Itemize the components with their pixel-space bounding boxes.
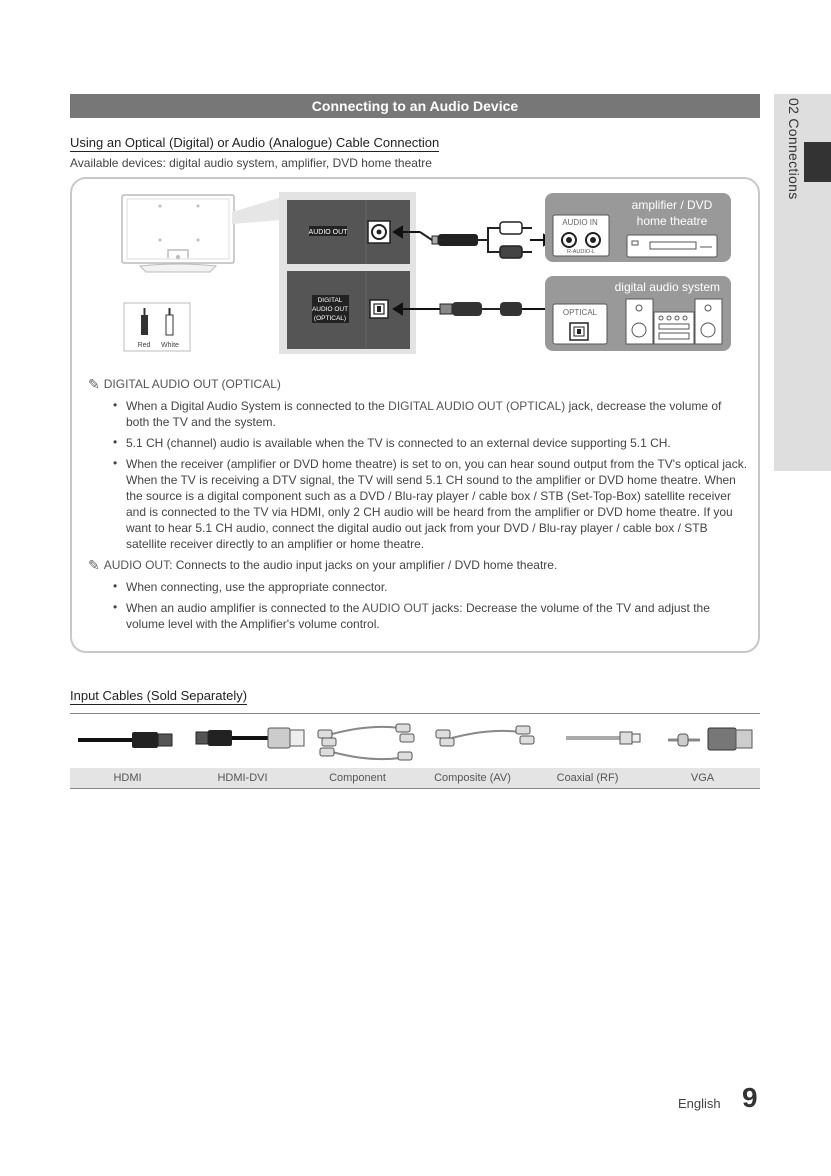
optical-notes-list (113, 398, 748, 552)
plug-red-label: Red (137, 342, 151, 349)
rca-plug-legend (124, 303, 190, 351)
cable-labels (70, 768, 760, 789)
connection-diagram (0, 0, 831, 380)
cable-label-hdmi: HDMI (113, 772, 142, 784)
pencil-icon: ✎ (88, 557, 100, 573)
amp-audio-in-label: AUDIO IN (562, 218, 598, 227)
amp-rl-label: R-AUDIO-L (566, 249, 596, 255)
input-cables-title: Input Cables (Sold Separately) (70, 688, 248, 703)
coaxial-cable-icon (566, 732, 640, 744)
plug-white-label: White (161, 342, 179, 349)
page-number: 9 (742, 1082, 758, 1113)
hdmi-cable-icon (78, 732, 172, 748)
cable-label-vga: VGA (690, 772, 715, 784)
list-item: • 5.1 CH (channel) audio is available when the TV is connected to an external device supporting 5.1 CH. (113, 435, 748, 451)
digital-out-label-3: (OPTICAL) (313, 315, 347, 322)
digital-out-label-2: AUDIO OUT (311, 306, 349, 313)
amp-title-1: amplifier / DVD (631, 198, 713, 212)
optical-heading-text: DIGITAL AUDIO OUT (OPTICAL) (103, 377, 281, 391)
vga-cable-icon (668, 728, 752, 750)
audio-out-panel (287, 200, 410, 264)
digital-out-label-1: DIGITAL (317, 297, 343, 304)
cable-label-composite: Composite (AV) (434, 772, 511, 784)
cable-images (70, 714, 760, 768)
audio-out-heading-label: AUDIO OUT (103, 558, 170, 572)
section-title: Connecting to an Audio Device (311, 98, 519, 114)
footer-language: English (678, 1096, 721, 1111)
zoom-wedge (232, 197, 282, 224)
cable-label-coaxial: Coaxial (RF) (556, 772, 619, 784)
cable-label-hdmi-dvi: HDMI-DVI (217, 772, 268, 784)
audio-cable (420, 222, 532, 258)
subsection-title: Using an Optical (Digital) or Audio (Analogue) Cable Connection (70, 135, 440, 150)
amp-title-2: home theatre (636, 214, 708, 228)
component-cable-icon (318, 724, 414, 760)
das-title: digital audio system (614, 280, 720, 294)
das-optical-label: OPTICAL (562, 308, 598, 317)
pencil-icon: ✎ (88, 376, 100, 392)
cable-label-component: Component (329, 772, 386, 784)
audio-out-heading-text: : Connects to the audio input jacks on your amplifier / DVD home theatre. (169, 558, 558, 572)
audio-out-label: AUDIO OUT (308, 229, 348, 236)
hdmi-dvi-cable-icon (196, 728, 304, 748)
note-optical-heading (88, 376, 748, 392)
composite-cable-icon (436, 726, 534, 746)
list-item: • When a Digital Audio System is connected to the DIGITAL AUDIO OUT (OPTICAL) jack, decrease the volume of both the TV and the system. (113, 398, 748, 430)
optical-cable (440, 302, 522, 316)
list-item: • When the receiver (amplifier or DVD home theatre) is set to on, you can hear sound output from the TV's optical jack. When the TV is receiving a DTV signal, the TV will send 5.1 CH sound to the amplifier or DVD home theatre. When the source is a digital component such as a DVD / Blu-ray player / cable box / STB (Set-Top-Box) satellite receiver and is connected to the TV via HDMI, only 2 CH audio will be heard from the amplifier or DVD home theatre. If you want to hear 5.1 CH audio, connect the digital audio out jack from your DVD / Blu-ray player / cable box / STB satellite receiver directly to an amplifier or home theatre. (113, 456, 748, 552)
chapter-label: 02 Connections (786, 98, 802, 200)
tv-icon (122, 195, 234, 272)
audio-out-notes-list (113, 579, 748, 632)
list-item: • When an audio amplifier is connected to the AUDIO OUT jacks: Decrease the volume of the TV and adjust the volume level with the Amplifier's volume control. (113, 600, 748, 632)
note-audio-out-heading (88, 557, 748, 573)
available-devices: Available devices: digital audio system, amplifier, DVD home theatre (70, 156, 432, 170)
dvd-player-icon (627, 235, 717, 257)
list-item: • When connecting, use the appropriate connector. (113, 579, 748, 595)
notes-section (88, 376, 748, 637)
